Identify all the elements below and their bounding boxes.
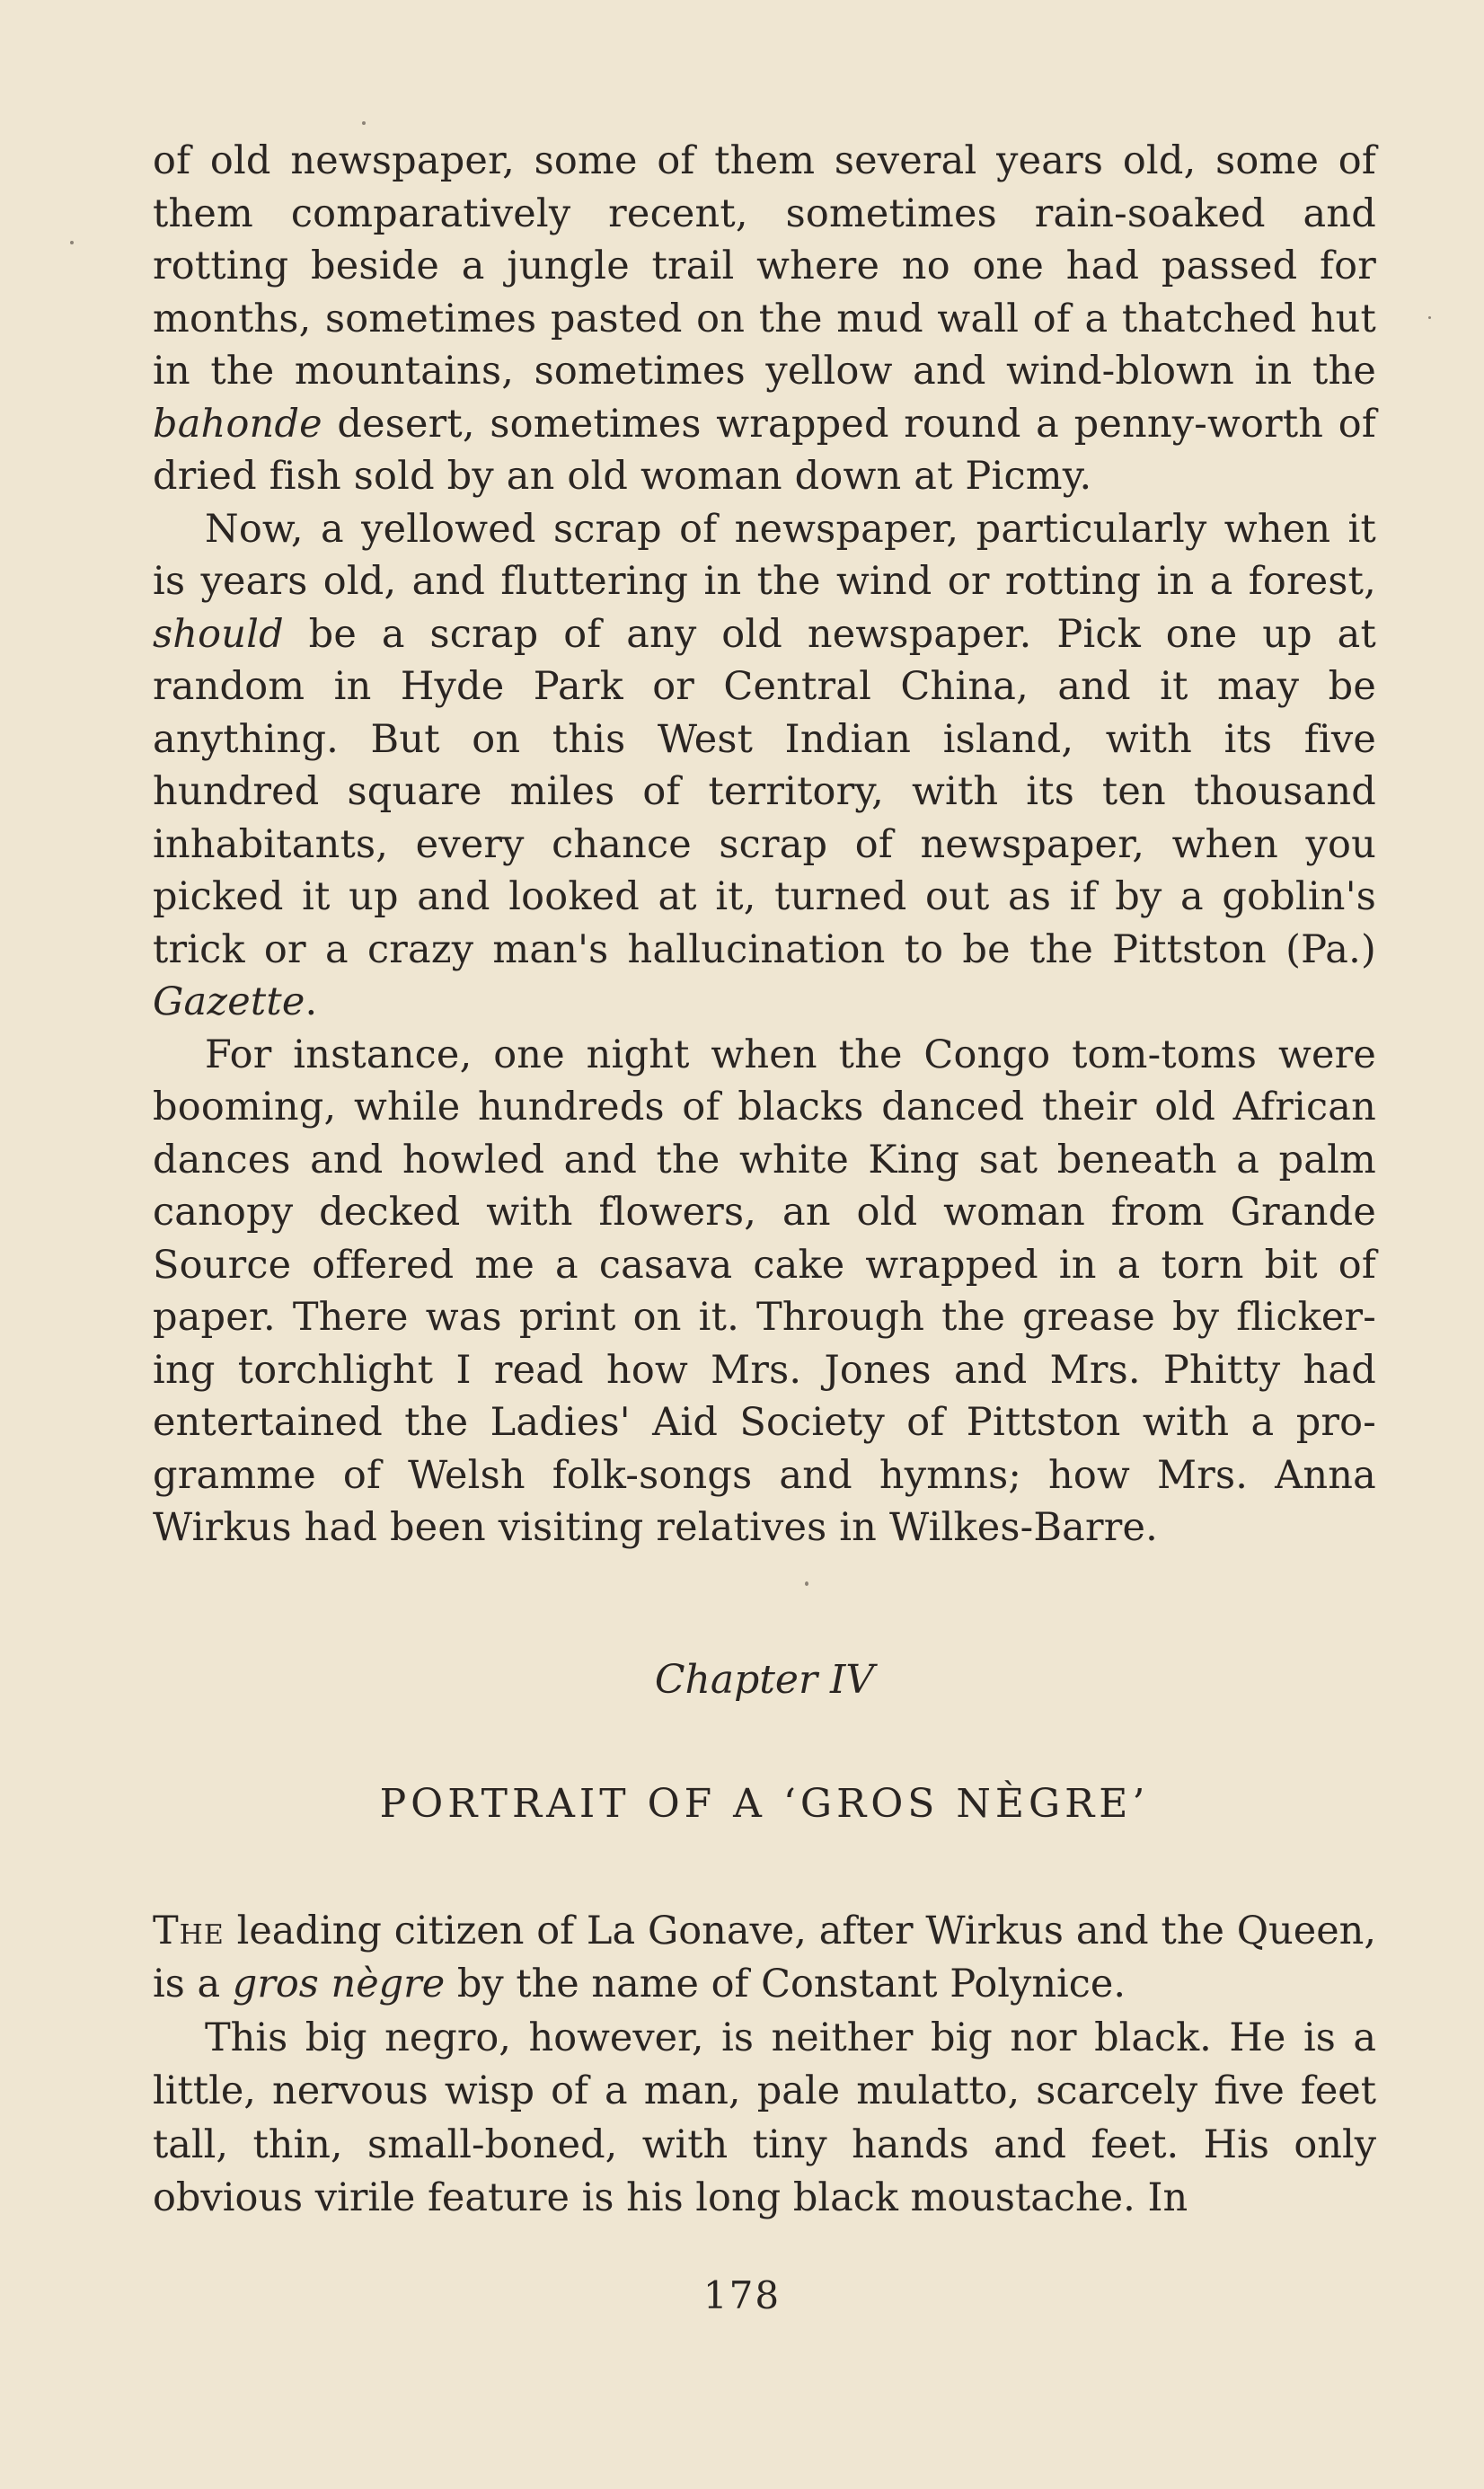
body-text <box>153 135 1376 1555</box>
drop-lead-word: The <box>153 1908 225 1953</box>
italic-word: Gazette <box>153 979 305 1024</box>
paragraph-scrap: Now, a yellowed scrap of newspaper, particularly when it is years old, and fluttering in the wind or rotting in a forest, should be a scrap of any old newspaper. Pick one up at random in Hyde Park or Central China, and it may be anything. But on this West Indian island, with its five hundred square miles of territory, with its ten thousand inhabitants, every chance scrap of newspaper, when you picked it up and looked at it, turned out as if by a goblin's trick or a crazy man's hallucination to be the Pittston (Pa.) Gazette. <box>153 506 1376 1024</box>
paragraph-instance: For instance, one night when the Congo tom-toms were booming, while hundreds of blacks danced their old African dances and howled and the white King sat beneath a palm canopy decked with flowers, an old woman from Grande Source offered me a casava cake wrapped in a torn bit of paper. There was print on it. Through the grease by flicker-ing torchlight I read how Mrs. Jones and Mrs. Phitty had entertained the Ladies' Aid Society of Pittston with a pro-gramme of Welsh folk-songs and hymns; how Mrs. Anna Wirkus had been visiting relatives in Wilkes-Barre. <box>153 1032 1376 1550</box>
chapter-text <box>153 1905 1376 2226</box>
paper-speck <box>362 121 366 125</box>
italic-word: gros nègre <box>232 1962 446 2006</box>
book-page <box>153 135 1376 2226</box>
italic-word: should <box>153 611 284 657</box>
paper-speck <box>70 241 74 244</box>
italic-word: bahonde <box>153 401 322 447</box>
chapter-number: Chapter IV <box>654 1656 875 1703</box>
paragraph-leading-citizen: The leading citizen of La Gonave, after Wirkus and the Queen, is a gros nègre by the name of Constant Polynice. <box>153 1908 1376 2006</box>
page-number: 178 <box>702 2273 782 2317</box>
paragraph-big-negro: This big negro, however, is neither big nor black. He is a little, nervous wisp of a man, pale mulatto, scarcely five feet tall, thin, small-boned, with tiny hands and feet. His only obvious virile feature is his long black moustache. In <box>153 2015 1376 2220</box>
paragraph-newspaper: of old newspaper, some of them several years old, some of them comparatively recent, sometimes rain-soaked and rotting beside a jungle trail where no one had passed for months, sometimes pasted on the mud wall of a thatched hut in the mountains, sometimes yellow and wind-blown in the bahonde desert, sometimes wrapped round a penny-worth of dried fish sold by an old woman down at Picmy. <box>153 138 1376 499</box>
paper-speck <box>1428 316 1431 319</box>
chapter-title: PORTRAIT OF A ‘GROS NÈGRE’ <box>379 1780 1150 1827</box>
